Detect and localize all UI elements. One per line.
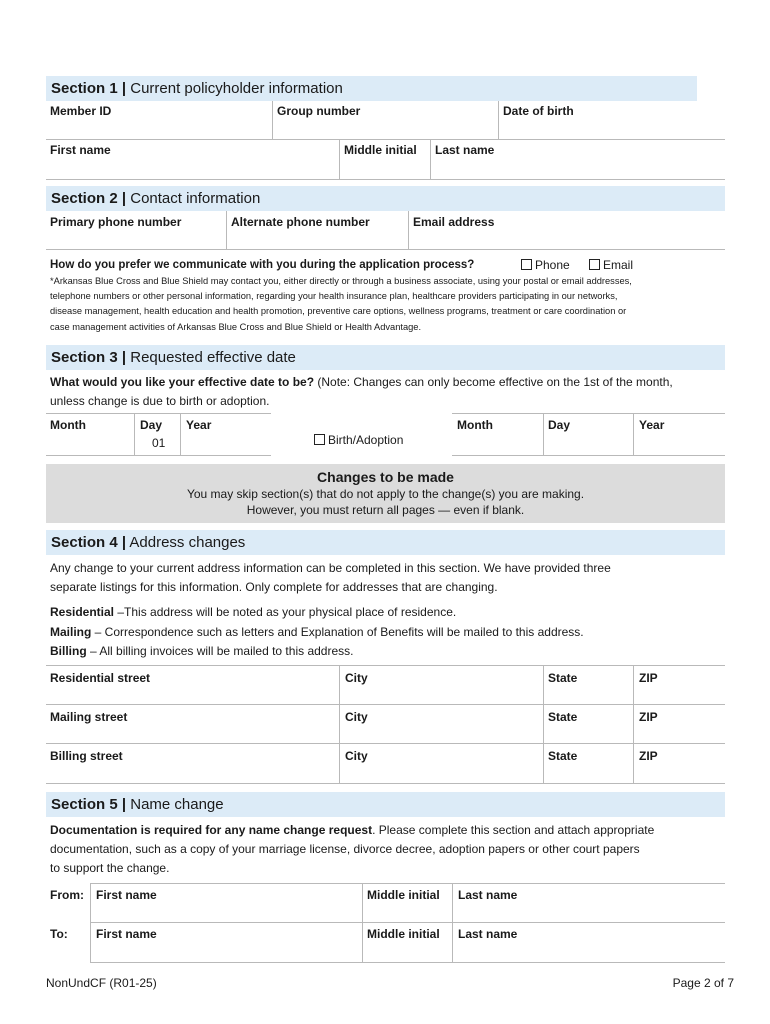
mailing-street-field[interactable]: Mailing street [50, 710, 128, 724]
effective-day-value: 01 [152, 436, 166, 450]
section-1-header [46, 76, 697, 101]
divider [90, 883, 91, 963]
effective-date-note-line-2: unless change is due to birth or adoption. [50, 394, 270, 408]
divider [46, 665, 725, 666]
email-option[interactable] [589, 258, 633, 272]
group-number-field[interactable]: Group number [277, 104, 361, 118]
divider [362, 883, 363, 963]
section-2-header [46, 186, 725, 211]
residential-street-field[interactable]: Residential street [50, 671, 151, 685]
documentation-line-1 [50, 823, 654, 837]
divider [46, 455, 271, 456]
form-code: NonUndCF (R01-25) [46, 976, 157, 990]
billing-state-field[interactable]: State [548, 749, 578, 763]
section-2-number: Section 2 | [51, 190, 127, 207]
birth-adoption-label: Birth/Adoption [328, 433, 404, 447]
effective-date-question [50, 375, 673, 389]
phone-option[interactable] [521, 258, 570, 272]
section-5-title: Name change [126, 796, 224, 813]
billing-city-field[interactable]: City [345, 749, 368, 763]
birth-day-field[interactable]: Day [548, 418, 571, 432]
section-4-number: Section 4 | [51, 534, 127, 551]
date-of-birth-field[interactable]: Date of birth [503, 104, 574, 118]
divider [272, 101, 273, 139]
mailing-zip-field[interactable]: ZIP [639, 710, 658, 724]
address-intro-line-2: separate listings for this information. Only complete for addresses that are changing. [50, 580, 498, 594]
documentation-text: . Please complete this section and attach appropriate [372, 823, 655, 837]
from-last-name-field[interactable]: Last name [458, 888, 518, 902]
from-first-name-field[interactable]: First name [96, 888, 157, 902]
divider [498, 101, 499, 139]
from-middle-initial-field[interactable]: Middle initial [367, 888, 440, 902]
residential-state-field[interactable]: State [548, 671, 578, 685]
divider [46, 139, 725, 140]
divider [452, 455, 725, 456]
billing-text: – All billing invoices will be mailed to this address. [86, 644, 354, 658]
birth-adoption-option[interactable] [314, 433, 403, 447]
divider [46, 249, 725, 250]
divider [46, 743, 725, 744]
disclaimer-line-1: *Arkansas Blue Cross and Blue Shield may contact you, either directly or through a business associate, using your postal or email addresses, [50, 276, 632, 286]
section-3-header [46, 345, 725, 370]
changes-line-2: However, you must return all pages — even if blank. [246, 503, 525, 517]
divider [543, 413, 544, 455]
disclaimer-line-4: case management activities of Arkansas Blue Cross and Blue Shield or Health Advantage. [50, 322, 422, 332]
billing-zip-field[interactable]: ZIP [639, 749, 658, 763]
section-3-title: Requested effective date [126, 349, 296, 366]
primary-phone-field[interactable]: Primary phone number [50, 215, 182, 229]
phone-option-label: Phone [535, 258, 570, 272]
to-last-name-field[interactable]: Last name [458, 927, 518, 941]
divider [408, 211, 409, 249]
effective-month-field[interactable]: Month [50, 418, 86, 432]
member-id-field[interactable]: Member ID [50, 104, 112, 118]
middle-initial-field[interactable]: Middle initial [344, 143, 417, 157]
first-name-field[interactable]: First name [50, 143, 111, 157]
section-3-number: Section 3 | [51, 349, 127, 366]
effective-year-field[interactable]: Year [186, 418, 212, 432]
mailing-definition [50, 625, 584, 639]
section-4-header [46, 530, 725, 555]
divider [452, 883, 453, 963]
changes-to-be-made-box [46, 464, 725, 523]
billing-definition [50, 644, 353, 658]
residential-definition [50, 605, 456, 619]
divider [90, 962, 725, 963]
divider [90, 922, 725, 923]
email-address-field[interactable]: Email address [413, 215, 495, 229]
mailing-text: – Correspondence such as letters and Explanation of Benefits will be mailed to this address. [91, 625, 584, 639]
email-checkbox[interactable] [589, 259, 600, 270]
documentation-bold: Documentation is required for any name change request [50, 823, 373, 837]
section-1-number: Section 1 | [51, 80, 127, 97]
disclaimer-line-2: telephone numbers or other personal information, regarding your health insurance plan, healthcare providers participating in our networks, [50, 291, 618, 301]
to-label: To: [50, 927, 68, 941]
section-2-title: Contact information [126, 190, 261, 207]
birth-year-field[interactable]: Year [639, 418, 665, 432]
disclaimer-line-3: disease management, health education and health promotion, preventive care options, wellness programs, treatment or care coordination or [50, 306, 627, 316]
page-number: Page 2 of 7 [672, 976, 734, 990]
billing-term: Billing [50, 644, 87, 658]
effective-date-question-bold: What would you like your effective date to be? [50, 375, 315, 389]
divider [180, 413, 181, 455]
residential-zip-field[interactable]: ZIP [639, 671, 658, 685]
section-5-header [46, 792, 725, 817]
address-intro-line-1: Any change to your current address information can be completed in this section. We have provided three [50, 561, 611, 575]
to-middle-initial-field[interactable]: Middle initial [367, 927, 440, 941]
documentation-line-2: documentation, such as a copy of your marriage license, divorce decree, adoption papers or other court papers [50, 842, 640, 856]
divider [633, 413, 634, 455]
divider [430, 140, 431, 179]
changes-line-1: You may skip section(s) that do not apply to the change(s) you are making. [186, 487, 585, 501]
residential-city-field[interactable]: City [345, 671, 368, 685]
divider [134, 413, 135, 455]
section-4-title: Address changes [126, 534, 246, 551]
divider [226, 211, 227, 249]
mailing-state-field[interactable]: State [548, 710, 578, 724]
email-option-label: Email [603, 258, 634, 272]
birth-month-field[interactable]: Month [457, 418, 493, 432]
divider [46, 413, 271, 414]
phone-checkbox[interactable] [521, 259, 532, 270]
residential-term: Residential [50, 605, 115, 619]
effective-day-field[interactable]: Day [140, 418, 163, 432]
mailing-term: Mailing [50, 625, 92, 639]
documentation-line-3: to support the change. [50, 861, 170, 875]
divider [339, 665, 340, 783]
communication-preference-question: How do you prefer we communicate with you during the application process? [50, 259, 475, 271]
divider [46, 783, 725, 784]
divider [452, 413, 725, 414]
from-label: From: [50, 888, 84, 902]
divider [46, 704, 725, 705]
divider [46, 179, 725, 180]
divider [633, 665, 634, 783]
to-first-name-field[interactable]: First name [96, 927, 157, 941]
mailing-city-field[interactable]: City [345, 710, 368, 724]
divider [339, 140, 340, 179]
changes-title: Changes to be made [317, 469, 454, 485]
birth-adoption-checkbox[interactable] [314, 434, 325, 445]
billing-street-field[interactable]: Billing street [50, 749, 123, 763]
residential-text: –This address will be noted as your physical place of residence. [114, 605, 457, 619]
last-name-field[interactable]: Last name [435, 143, 495, 157]
section-1-title: Current policyholder information [126, 80, 343, 97]
alternate-phone-field[interactable]: Alternate phone number [231, 215, 370, 229]
section-5-number: Section 5 | [51, 796, 127, 813]
divider [90, 883, 725, 884]
divider [543, 665, 544, 783]
effective-date-note: (Note: Changes can only become effective on the 1st of the month, [314, 375, 673, 389]
